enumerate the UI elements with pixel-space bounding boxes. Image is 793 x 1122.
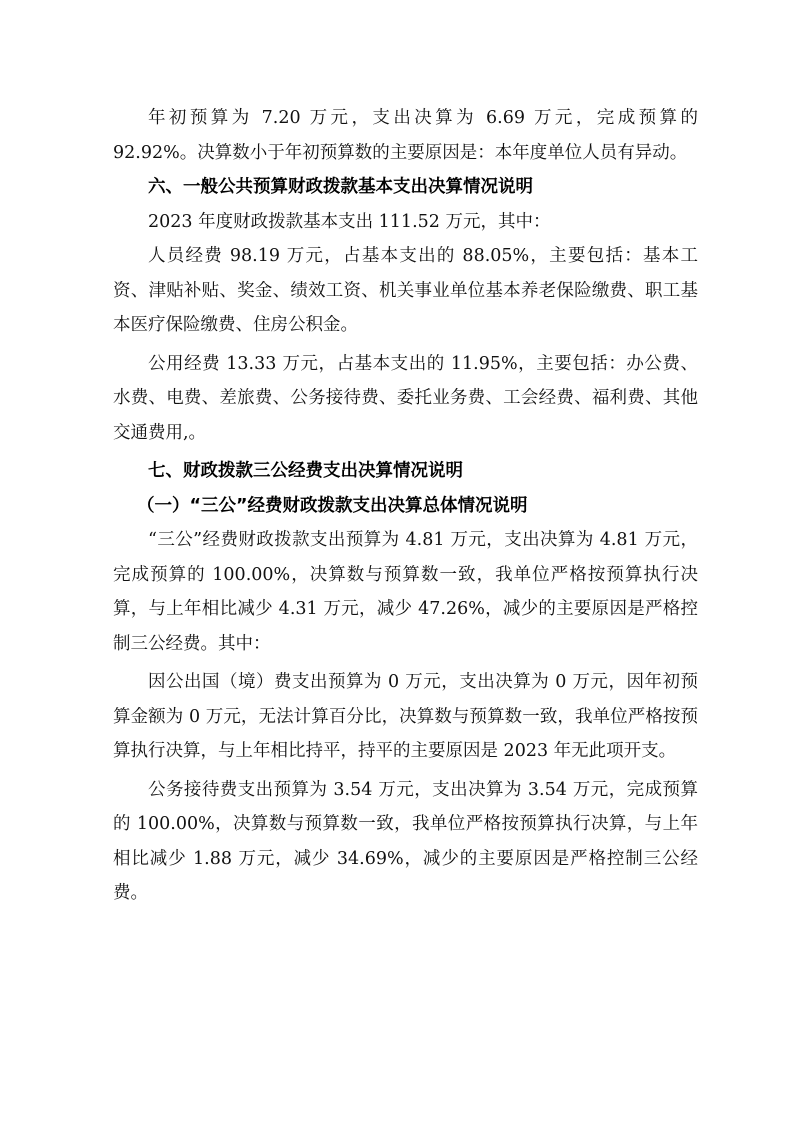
- paragraph-overseas-travel: 因公出国（境）费支出预算为 0 万元，支出决算为 0 万元，因年初预算金额为 0 万元，无法计算百分比，决算数与预算数一致，我单位严格按预算执行决算，与上年相比持平，持平的主要原因是 2023 年无此项开支。: [113, 672, 698, 761]
- section-heading-6: 六、一般公共预算财政拨款基本支出决算情况说明: [148, 177, 533, 197]
- paragraph-three-public-overall: “三公”经费财政拨款支出预算为 4.81 万元，支出决算为 4.81 万元，完成预算的 100.00%，决算数与预算数一致，我单位严格按预算执行决算，与上年相比减少 4.31 万元，减少 47.26%，减少的主要原因是严格控制三公经费。其中：: [113, 530, 698, 654]
- paragraph-basic-expenditure-total: 2023 年度财政拨款基本支出 111.52 万元，其中：: [148, 211, 551, 232]
- section-heading-7: 七、财政拨款三公经费支出决算情况说明: [148, 461, 463, 481]
- paragraph-public-expenses: 公用经费 13.33 万元，占基本支出的 11.95%，主要包括：办公费、水费、电费、差旅费、公务接待费、委托业务费、工会经费、福利费、其他交通费用,。: [113, 353, 698, 443]
- subsection-heading-7-1: （一）“三公”经费财政拨款支出决算总体情况说明: [137, 495, 528, 516]
- document-body: [113, 101, 698, 911]
- paragraph-official-reception: 公务接待费支出预算为 3.54 万元，支出决算为 3.54 万元，完成预算的 100.00%，决算数与预算数一致，我单位严格按预算执行决算，与上年相比减少 1.88 万元，减少 34.69%，减少的主要原因是严格控制三公经费。: [113, 779, 698, 903]
- paragraph-personnel-expenses: 人员经费 98.19 万元，占基本支出的 88.05%，主要包括：基本工资、津贴补贴、奖金、绩效工资、机关事业单位基本养老保险缴费、职工基本医疗保险缴费、住房公积金。: [113, 246, 698, 335]
- paragraph-budget-completion: 年初预算为 7.20 万元，支出决算为 6.69 万元，完成预算的92.92%。决算数小于年初预算数的主要原因是：本年度单位人员有异动。: [113, 108, 698, 163]
